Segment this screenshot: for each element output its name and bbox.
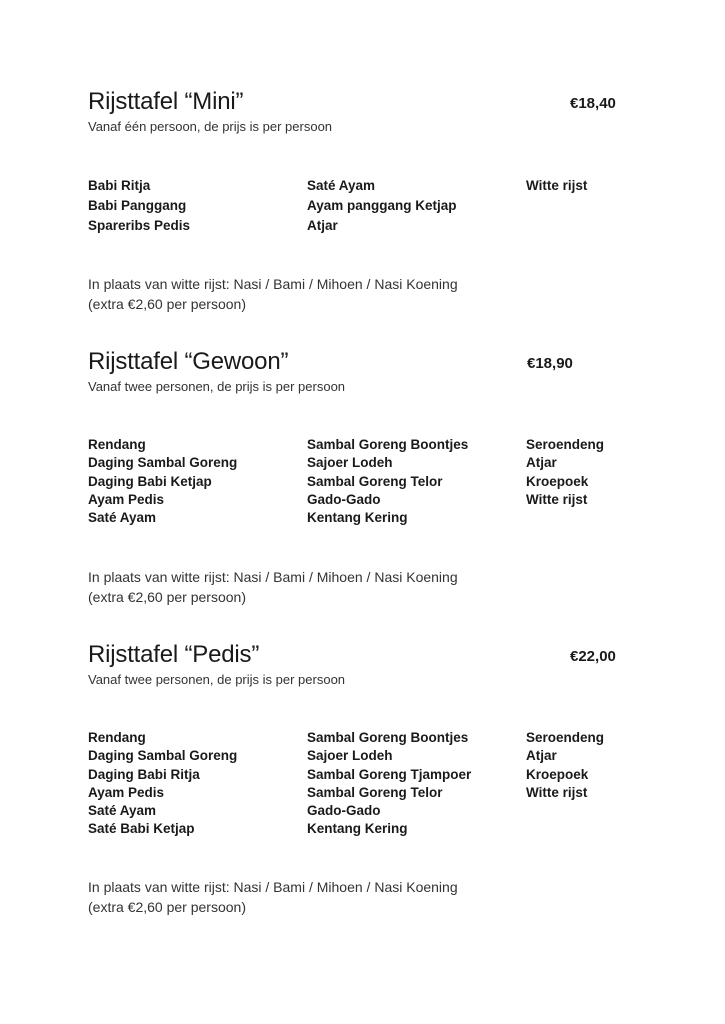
dish-item: Kroepoek xyxy=(526,473,589,489)
dish-item: Saté Ayam xyxy=(88,510,157,526)
dish-item: Rendang xyxy=(88,437,146,452)
dish-item: Sajoer Lodeh xyxy=(307,455,393,471)
dish-item: Witte rijst xyxy=(526,491,588,507)
dish-item: Seroendeng xyxy=(526,437,605,452)
dish-item: Rendang xyxy=(88,730,146,745)
dish-item: Atjar xyxy=(526,455,557,471)
dish-item: Kentang Kering xyxy=(307,510,408,526)
section-title: Rijsttafel “Mini” xyxy=(88,88,244,115)
dish-item: Sambal Goreng Boontjes xyxy=(307,437,469,452)
dish-column xyxy=(307,436,468,527)
section-title: Rijsttafel “Gewoon” xyxy=(88,348,289,375)
dish-item: Sambal Goreng Tjampoer xyxy=(307,766,472,782)
note-line: In plaats van witte rijst: Nasi / Bami / Mihoen / Nasi Koening xyxy=(88,879,458,895)
section-price: €18,90 xyxy=(527,355,573,372)
dish-item: Atjar xyxy=(307,218,338,233)
section-subtitle: Vanaf twee personen, de prijs is per persoon xyxy=(88,379,346,394)
dish-item: Saté Ayam xyxy=(307,178,376,193)
dish-item: Babi Panggang xyxy=(88,198,187,213)
dish-item: Saté Ayam xyxy=(88,803,157,819)
dish-column xyxy=(526,729,604,802)
section-title: Rijsttafel “Pedis” xyxy=(88,641,260,668)
section-price: €22,00 xyxy=(570,648,616,665)
dish-item: Saté Babi Ketjap xyxy=(88,821,195,837)
dish-item: Ayam Pedis xyxy=(88,491,165,507)
dish-item: Daging Sambal Goreng xyxy=(88,455,238,471)
note-line: (extra €2,60 per persoon) xyxy=(88,589,246,605)
section-subtitle: Vanaf één persoon, de prijs is per persoon xyxy=(88,119,333,134)
dish-item: Daging Babi Ritja xyxy=(88,766,200,782)
dish-item: Spareribs Pedis xyxy=(88,218,191,233)
note-line: In plaats van witte rijst: Nasi / Bami / Mihoen / Nasi Koening xyxy=(88,569,458,585)
dish-item: Witte rijst xyxy=(526,784,588,800)
dish-item: Kentang Kering xyxy=(307,821,408,837)
dish-column xyxy=(307,176,457,236)
dish-item: Daging Sambal Goreng xyxy=(88,748,238,764)
rice-substitution-note xyxy=(88,877,458,917)
dish-column xyxy=(88,436,237,527)
rice-substitution-note xyxy=(88,274,458,314)
section-subtitle: Vanaf twee personen, de prijs is per persoon xyxy=(88,672,346,687)
note-line: (extra €2,60 per persoon) xyxy=(88,296,246,312)
dish-item: Seroendeng xyxy=(526,730,605,745)
dish-item: Kroepoek xyxy=(526,766,589,782)
dish-column xyxy=(307,729,471,839)
dish-item: Ayam Pedis xyxy=(88,784,165,800)
dish-item: Sajoer Lodeh xyxy=(307,748,393,764)
dish-item: Witte rijst xyxy=(526,178,588,193)
dish-column xyxy=(88,729,237,839)
rice-substitution-note xyxy=(88,567,458,607)
dish-item: Babi Ritja xyxy=(88,178,151,193)
dish-item: Sambal Goreng Boontjes xyxy=(307,730,469,745)
dish-item: Gado-Gado xyxy=(307,491,381,507)
dish-item: Gado-Gado xyxy=(307,803,381,819)
section-price: €18,40 xyxy=(570,95,616,112)
dish-item: Sambal Goreng Telor xyxy=(307,784,443,800)
dish-item: Sambal Goreng Telor xyxy=(307,473,443,489)
dish-column xyxy=(526,436,604,509)
dish-column xyxy=(88,176,190,236)
dish-item: Daging Babi Ketjap xyxy=(88,473,212,489)
note-line: (extra €2,60 per persoon) xyxy=(88,899,246,915)
dish-item: Atjar xyxy=(526,748,557,764)
dish-item: Ayam panggang Ketjap xyxy=(307,198,457,213)
dish-column xyxy=(526,176,587,196)
note-line: In plaats van witte rijst: Nasi / Bami / Mihoen / Nasi Koening xyxy=(88,276,458,292)
